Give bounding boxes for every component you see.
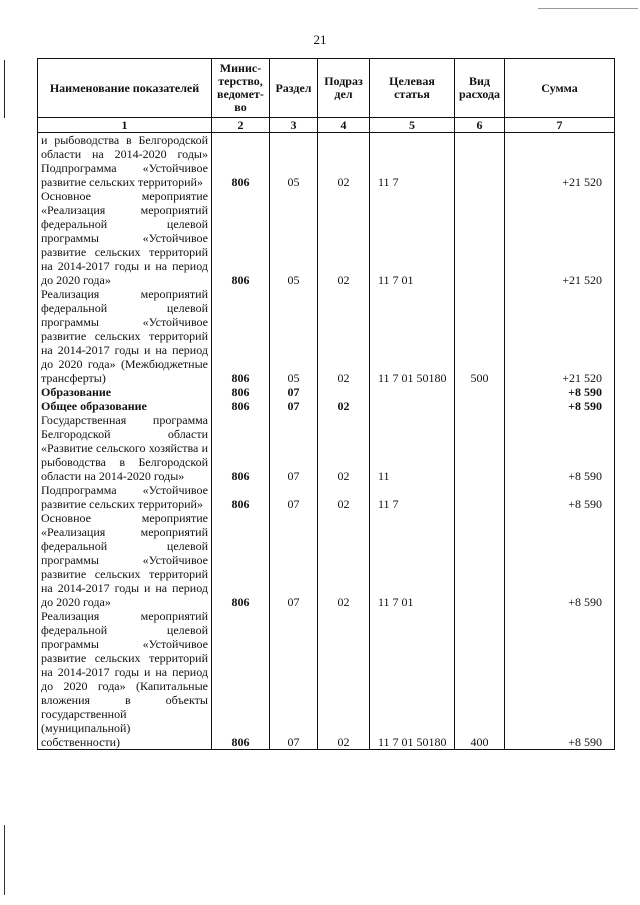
- header-row: [38, 59, 615, 118]
- budget-table: [37, 58, 615, 750]
- table-row: [38, 399, 615, 413]
- row-subsection: [318, 385, 370, 399]
- row-type: [455, 189, 505, 287]
- row-section: 07: [270, 609, 318, 750]
- row-section: 05: [270, 133, 318, 190]
- row-section: 07: [270, 413, 318, 483]
- row-type: [455, 399, 505, 413]
- column-number: 2: [212, 118, 270, 133]
- table-row: [38, 133, 615, 190]
- budget-table-container: [37, 58, 614, 750]
- header-ministry: Минис-терство, ведомет-во: [212, 59, 270, 118]
- row-ministry: 806: [212, 609, 270, 750]
- row-name: Основное мероприятие «Реализация мероприятий федеральной целевой программы «Устойчивое развитие сельских территорий на 2014-2017 годы и на период до 2020 года»: [38, 189, 212, 287]
- row-type: [455, 133, 505, 190]
- row-sum: +8 590: [505, 511, 615, 609]
- row-section: 05: [270, 189, 318, 287]
- scan-edge-mark: [538, 8, 638, 9]
- column-number-row: [38, 118, 615, 133]
- row-sum: +8 590: [505, 483, 615, 511]
- row-section: 07: [270, 511, 318, 609]
- header-type: Вид расхода: [455, 59, 505, 118]
- row-ministry: 806: [212, 287, 270, 385]
- row-ministry: 806: [212, 189, 270, 287]
- header-sum: Сумма: [505, 59, 615, 118]
- table-row: [38, 413, 615, 483]
- row-section: 07: [270, 399, 318, 413]
- row-name: Подпрограмма «Устойчивое развитие сельских территорий»: [38, 483, 212, 511]
- table-row: [38, 511, 615, 609]
- scan-edge-mark: [4, 825, 5, 895]
- column-number: 5: [370, 118, 455, 133]
- row-name: Основное мероприятие «Реализация мероприятий федеральной целевой программы «Устойчивое развитие сельских территорий на 2014-2017 годы и на период до 2020 года»: [38, 511, 212, 609]
- row-sum: +21 520: [505, 189, 615, 287]
- header-section: Раздел: [270, 59, 318, 118]
- row-type: [455, 385, 505, 399]
- row-sum: +8 590: [505, 413, 615, 483]
- row-name: Реализация мероприятий федеральной целевой программы «Устойчивое развитие сельских территорий на 2014-2017 годы и на период до 2020 года» (Капитальные вложения в объекты государственной (муниципальной) собственности): [38, 609, 212, 750]
- row-target: 11 7: [370, 483, 455, 511]
- column-number: 4: [318, 118, 370, 133]
- row-subsection: 02: [318, 399, 370, 413]
- row-section: 07: [270, 483, 318, 511]
- row-type: 500: [455, 287, 505, 385]
- row-subsection: 02: [318, 413, 370, 483]
- row-target: 11 7 01 50180: [370, 609, 455, 750]
- header-target: Целевая статья: [370, 59, 455, 118]
- row-target: 11 7 01 50180: [370, 287, 455, 385]
- row-type: [455, 483, 505, 511]
- row-subsection: 02: [318, 287, 370, 385]
- row-section: 05: [270, 287, 318, 385]
- row-section: 07: [270, 385, 318, 399]
- column-number: 1: [38, 118, 212, 133]
- table-row: [38, 287, 615, 385]
- row-sum: +8 590: [505, 399, 615, 413]
- table-row: [38, 609, 615, 750]
- row-sum: +8 590: [505, 385, 615, 399]
- row-subsection: 02: [318, 189, 370, 287]
- row-target: 11 7 01: [370, 189, 455, 287]
- row-target: 11: [370, 413, 455, 483]
- row-subsection: 02: [318, 609, 370, 750]
- table-row: [38, 189, 615, 287]
- header-subsection: Подраз дел: [318, 59, 370, 118]
- column-number: 7: [505, 118, 615, 133]
- row-type: [455, 511, 505, 609]
- row-type: [455, 413, 505, 483]
- row-target: [370, 385, 455, 399]
- row-ministry: 806: [212, 385, 270, 399]
- row-name: Государственная программа Белгородской области «Развитие сельского хозяйства и рыбоводства в Белгородской области на 2014-2020 годы»: [38, 413, 212, 483]
- row-sum: +21 520: [505, 133, 615, 190]
- scan-edge-mark: [4, 60, 5, 118]
- row-sum: +21 520: [505, 287, 615, 385]
- row-target: [370, 399, 455, 413]
- row-name: Общее образование: [38, 399, 212, 413]
- table-row: [38, 483, 615, 511]
- row-sum: +8 590: [505, 609, 615, 750]
- row-name: Образование: [38, 385, 212, 399]
- page-number: 21: [313, 32, 327, 47]
- row-type: 400: [455, 609, 505, 750]
- row-name: Реализация мероприятий федеральной целевой программы «Устойчивое развитие сельских территорий на 2014-2017 годы и на период до 2020 года» (Межбюджетные трансферты): [38, 287, 212, 385]
- row-subsection: 02: [318, 511, 370, 609]
- table-row: [38, 385, 615, 399]
- row-ministry: 806: [212, 511, 270, 609]
- row-ministry: 806: [212, 483, 270, 511]
- row-subsection: 02: [318, 133, 370, 190]
- row-ministry: 806: [212, 399, 270, 413]
- row-name: и рыбоводства в Белгородской области на 2014-2020 годы» Подпрограмма «Устойчивое развитие сельских территорий»: [38, 133, 212, 190]
- row-target: 11 7 01: [370, 511, 455, 609]
- row-ministry: 806: [212, 133, 270, 190]
- row-target: 11 7: [370, 133, 455, 190]
- row-subsection: 02: [318, 483, 370, 511]
- row-ministry: 806: [212, 413, 270, 483]
- column-number: 6: [455, 118, 505, 133]
- column-number: 3: [270, 118, 318, 133]
- header-name: Наименование показателей: [38, 59, 212, 118]
